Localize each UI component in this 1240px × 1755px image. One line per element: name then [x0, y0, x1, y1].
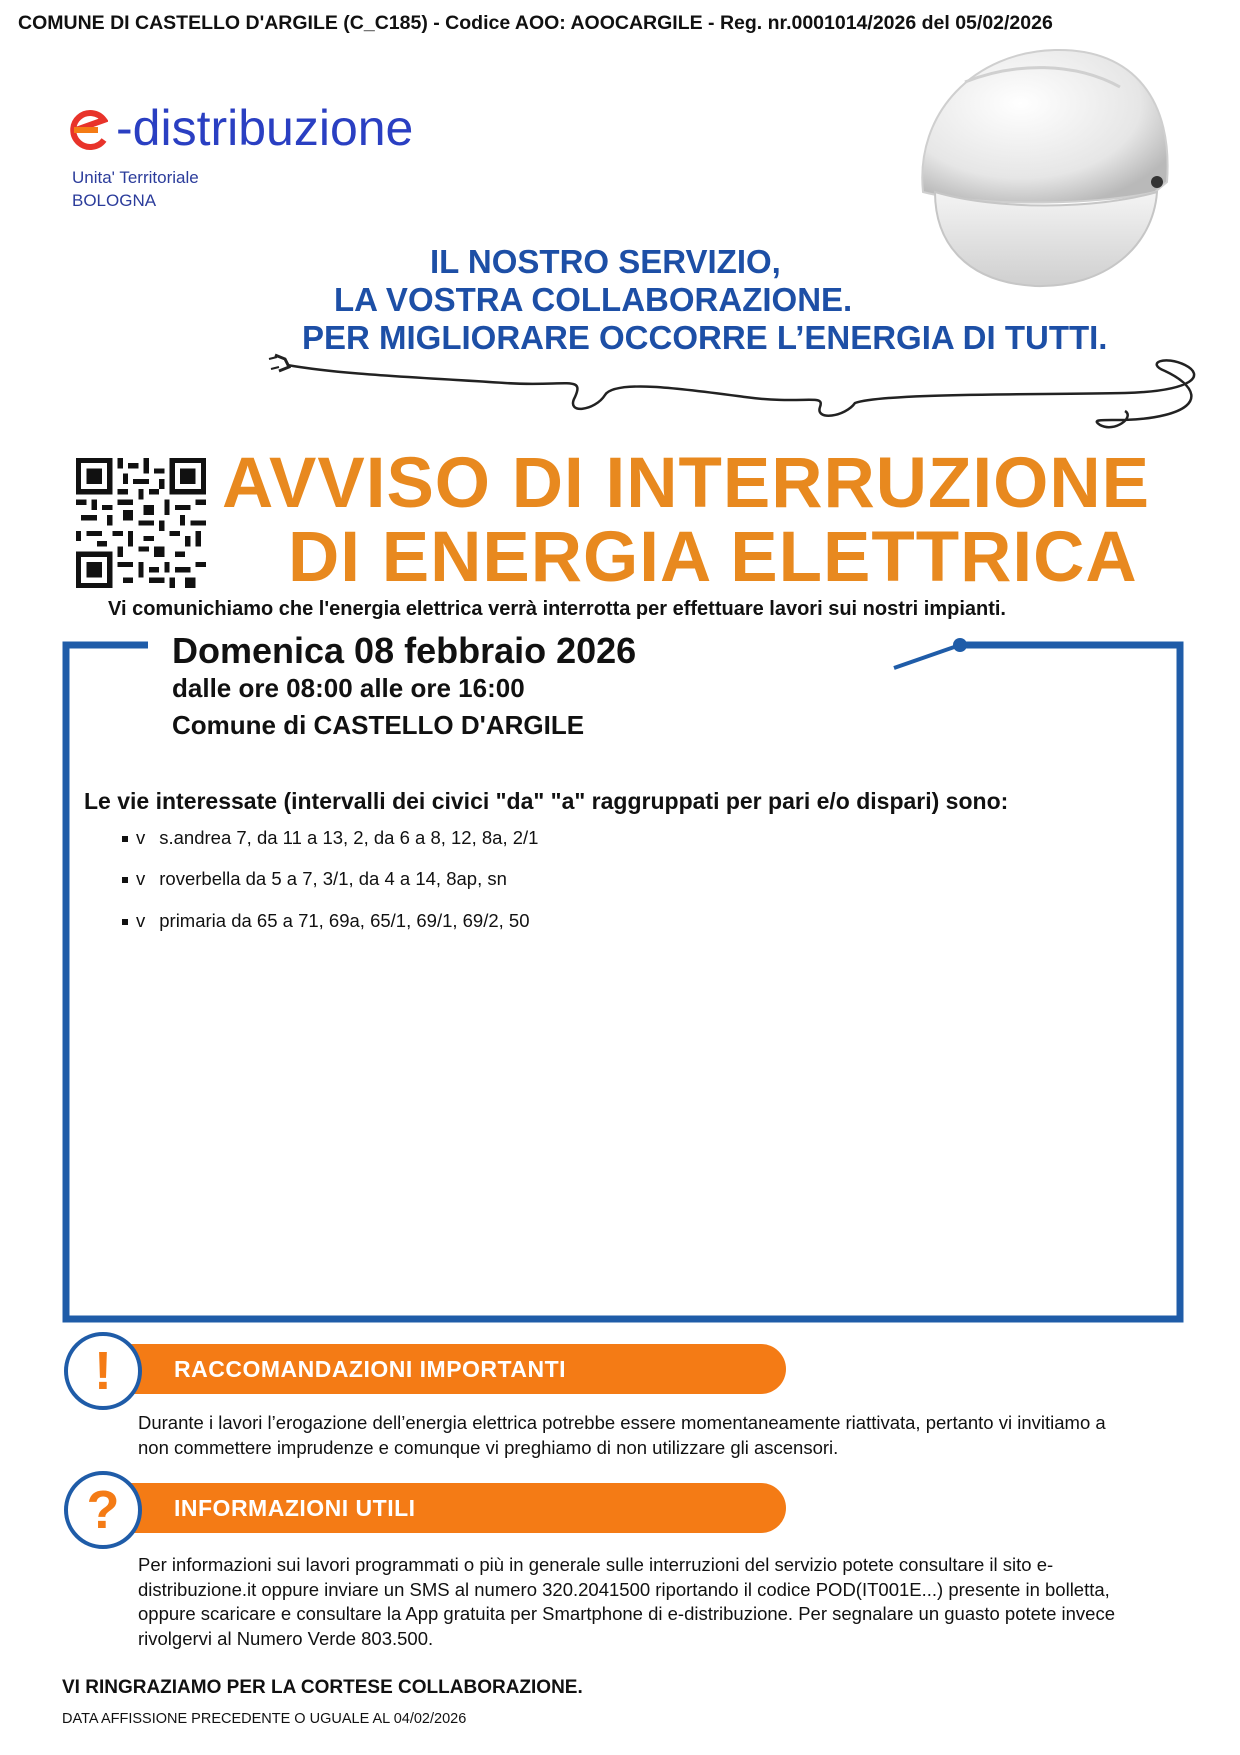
- info-header: [96, 1483, 786, 1533]
- recommendations-text: Durante i lavori l’erogazione dell’energia elettrica potrebbe essere momentaneamente riattivata, pertanto vi invitiamo a non commettere imprudenze e comunque vi preghiamo di non utilizzare gli ascensori.: [138, 1412, 1106, 1458]
- bullet-icon: [122, 919, 128, 925]
- slogan-line-3: PER MIGLIORARE OCCORRE L’ENERGIA DI TUTTI.: [302, 319, 1108, 356]
- interruption-date: Domenica 08 febbraio 2026: [172, 630, 637, 671]
- bullet-icon: [122, 836, 128, 842]
- street-item: [122, 910, 530, 932]
- notice-title-line-2: DI ENERGIA ELETTRICA: [288, 518, 1138, 597]
- question-icon: [64, 1471, 142, 1549]
- unit-label: Unita' Territoriale: [72, 168, 199, 187]
- exclamation-icon: [64, 1332, 142, 1410]
- street-item: [122, 827, 538, 849]
- slogan-line-1: IL NOSTRO SERVIZIO,: [430, 243, 781, 280]
- affixion-date: DATA AFFISSIONE PRECEDENTE O UGUALE AL 04/02/2026: [62, 1711, 467, 1727]
- street-text: roverbella da 5 a 7, 3/1, da 4 a 14, 8ap, sn: [159, 868, 507, 889]
- registration-header: COMUNE DI CASTELLO D'ARGILE (C_C185) - Codice AOO: AOOCARGILE - Reg. nr.0001014/2026 del 05/02/2026: [18, 12, 1053, 34]
- notice-title-line-1: AVVISO DI INTERRUZIONE: [222, 444, 1150, 523]
- logo-wordmark: -distribuzione: [116, 100, 414, 156]
- slogan-line-2: LA VOSTRA COLLABORAZIONE.: [334, 281, 853, 318]
- bullet-icon: [122, 877, 128, 883]
- info-heading: INFORMAZIONI UTILI: [174, 1495, 416, 1521]
- street-item: [122, 868, 507, 890]
- thanks-text: VI RINGRAZIAMO PER LA CORTESE COLLABORAZIONE.: [62, 1677, 583, 1698]
- street-prefix: v: [136, 827, 146, 848]
- street-prefix: v: [136, 910, 146, 931]
- recommendations-heading: RACCOMANDAZIONI IMPORTANTI: [174, 1356, 567, 1382]
- unit-city: BOLOGNA: [72, 191, 157, 210]
- interruption-hours: dalle ore 08:00 alle ore 16:00: [172, 673, 525, 703]
- intro-text: Vi comunichiamo che l'energia elettrica verrà interrotta per effettuare lavori sui nostri impianti.: [108, 598, 1006, 620]
- streets-title: Le vie interessate (intervalli dei civici "da" "a" raggruppati per pari e/o dispari) sono:: [84, 788, 1009, 814]
- street-prefix: v: [136, 868, 146, 889]
- street-text: primaria da 65 a 71, 69a, 65/1, 69/1, 69/2, 50: [159, 910, 530, 931]
- recommendations-header: [96, 1344, 786, 1394]
- street-text: s.andrea 7, da 11 a 13, 2, da 6 a 8, 12, 8a, 2/1: [159, 827, 539, 848]
- interruption-comune: Comune di CASTELLO D'ARGILE: [172, 710, 585, 740]
- info-text: Per informazioni sui lavori programmati o più in generale sulle interruzioni del servizio potete consultare il sito e-distribuzione.it oppure inviare un SMS al numero 320.2041500 riportando il codice POD(IT001E...) presente in bolletta, oppure scaricare e consultare la App gratuita per Smartphone di e-distribuzione. Per segnalare un guasto potete invece rivolgervi al Numero Verde 803.500.: [138, 1554, 1115, 1649]
- exclamation-symbol: !: [94, 1341, 112, 1401]
- question-symbol: ?: [86, 1480, 120, 1540]
